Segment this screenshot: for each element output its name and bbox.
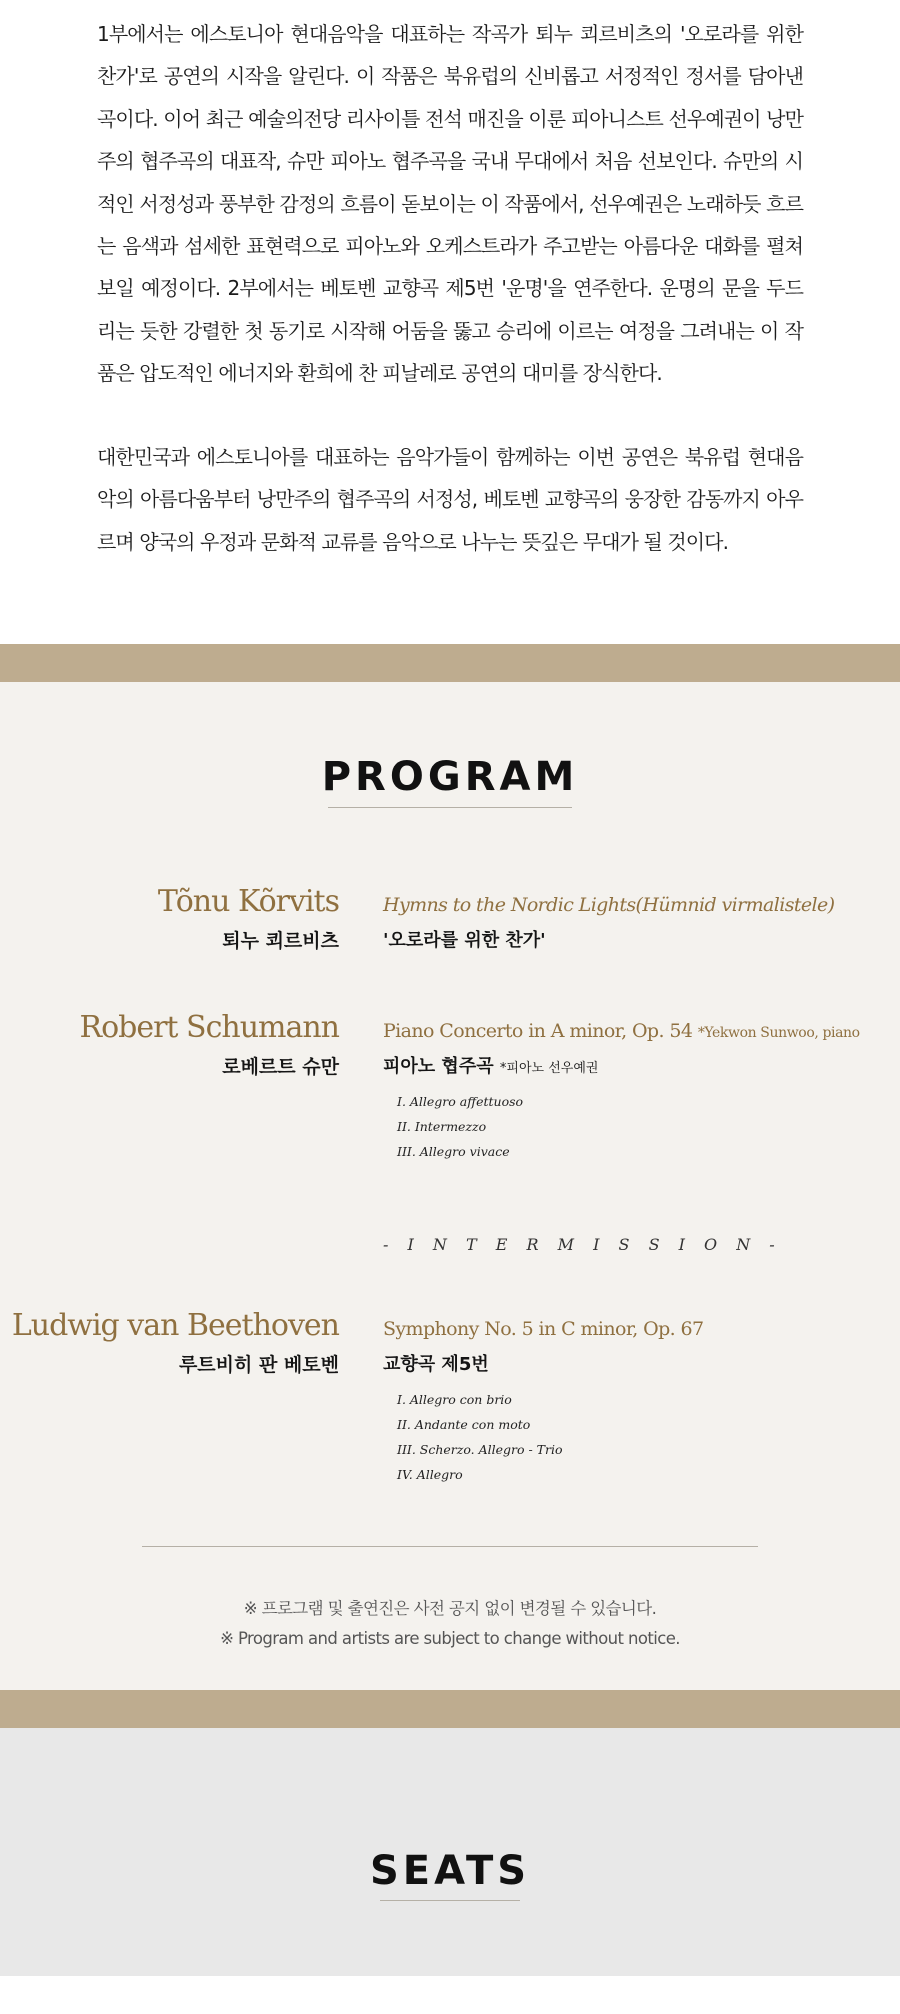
movement-item: II. Intermezzo: [397, 1119, 487, 1134]
program-footer-divider: [142, 1546, 758, 1547]
notice-en: ※ Program and artists are subject to change without notice.: [220, 1629, 680, 1648]
divider-band-top: [0, 644, 900, 682]
notice-ko: ※ 프로그램 및 출연진은 사전 공지 없이 변경될 수 있습니다.: [243, 1599, 657, 1618]
divider-band-bottom: [0, 1690, 900, 1728]
composer-name-en: Robert Schumann: [79, 1010, 339, 1045]
program-title-underline: [328, 807, 572, 808]
work-title-ko: [383, 1052, 598, 1078]
intro-paragraph-1: 1부에서는 에스토니아 현대음악을 대표하는 작곡가 퇴누 쾨르비츠의 '오로라를 위한 찬가'로 공연의 시작을 알린다. 이 작품은 북유럽의 신비롭고 서정적인 정서를 담아낸 곡이다. 이어 최근 예술의전당 리사이틀 전석 매진을 이룬 피아니스트 선우예권이 낭만주의 협주곡의 대표작, 슈만 피아노 협주곡을 국내 무대에서 처음 선보인다. 슈만의 시적인 서정성과 풍부한 감정의 흐름이 돋보이는 이 작품에서, 선우예권은 노래하듯 흐르는 음색과 섬세한 표현력으로 피아노와 오케스트라가 주고받는 아름다운 대화를 펼쳐 보일 예정이다. 2부에서는 베토벤 교향곡 제5번 '운명'을 연주한다. 운명의 문을 두드리는 듯한 강렬한 첫 동기로 시작해 어둠을 뚫고 승리에 이르는 여정을 그려내는 이 작품은 압도적인 에너지와 환희에 찬 피날레로 공연의 대미를 장식한다.: [97, 22, 803, 386]
composer-name-ko: 퇴누 쾨르비츠: [222, 930, 339, 952]
soloist-note-en: *Yekwon Sunwoo, piano: [697, 1025, 860, 1041]
work-title-en: Hymns to the Nordic Lights(Hümnid virmalistele): [383, 894, 835, 916]
seats-section: [0, 1728, 900, 1976]
composer-name-ko: 로베르트 슈만: [222, 1056, 339, 1078]
movement-item: I. Allegro con brio: [397, 1392, 512, 1407]
seats-title: SEATS: [369, 1848, 531, 1894]
seats-title-underline: [380, 1900, 520, 1901]
composer-name-en: Tõnu Kõrvits: [157, 884, 339, 919]
work-title-en-text: Piano Concerto in A minor, Op. 54: [383, 1020, 693, 1042]
work-title-ko: 교향곡 제5번: [383, 1354, 489, 1375]
movement-item: III. Allegro vivace: [397, 1144, 510, 1159]
intro-section: [0, 0, 900, 644]
composer-name-en: Ludwig van Beethoven: [11, 1308, 339, 1343]
program-title: PROGRAM: [321, 754, 579, 800]
soloist-note-ko: *피아노 선우예권: [499, 1061, 599, 1076]
movement-item: I. Allegro affettuoso: [397, 1094, 524, 1109]
work-title-en: [383, 1020, 860, 1042]
work-title-ko: '오로라를 위한 찬가': [383, 930, 546, 951]
movement-list: [397, 1387, 563, 1487]
intermission-label: - I N T E R M I S S I O N -: [383, 1235, 782, 1254]
composer-name-ko: 루트비히 판 베토벤: [178, 1354, 339, 1376]
intro-paragraph-2: 대한민국과 에스토니아를 대표하는 음악가들이 함께하는 이번 공연은 북유럽 현대음악의 아름다움부터 낭만주의 협주곡의 서정성, 베토벤 교향곡의 웅장한 감동까지 아우르며 양국의 우정과 문화적 교류를 음악으로 나누는 뜻깊은 무대가 될 것이다.: [97, 445, 803, 554]
work-title-en: Symphony No. 5 in C minor, Op. 67: [383, 1318, 704, 1340]
movement-list: [397, 1089, 523, 1164]
movement-item: IV. Allegro: [397, 1467, 463, 1482]
movement-item: II. Andante con moto: [397, 1417, 531, 1432]
movement-item: III. Scherzo. Allegro - Trio: [397, 1442, 563, 1457]
work-title-ko-text: 피아노 협주곡: [383, 1056, 494, 1077]
program-section: [0, 682, 900, 1690]
